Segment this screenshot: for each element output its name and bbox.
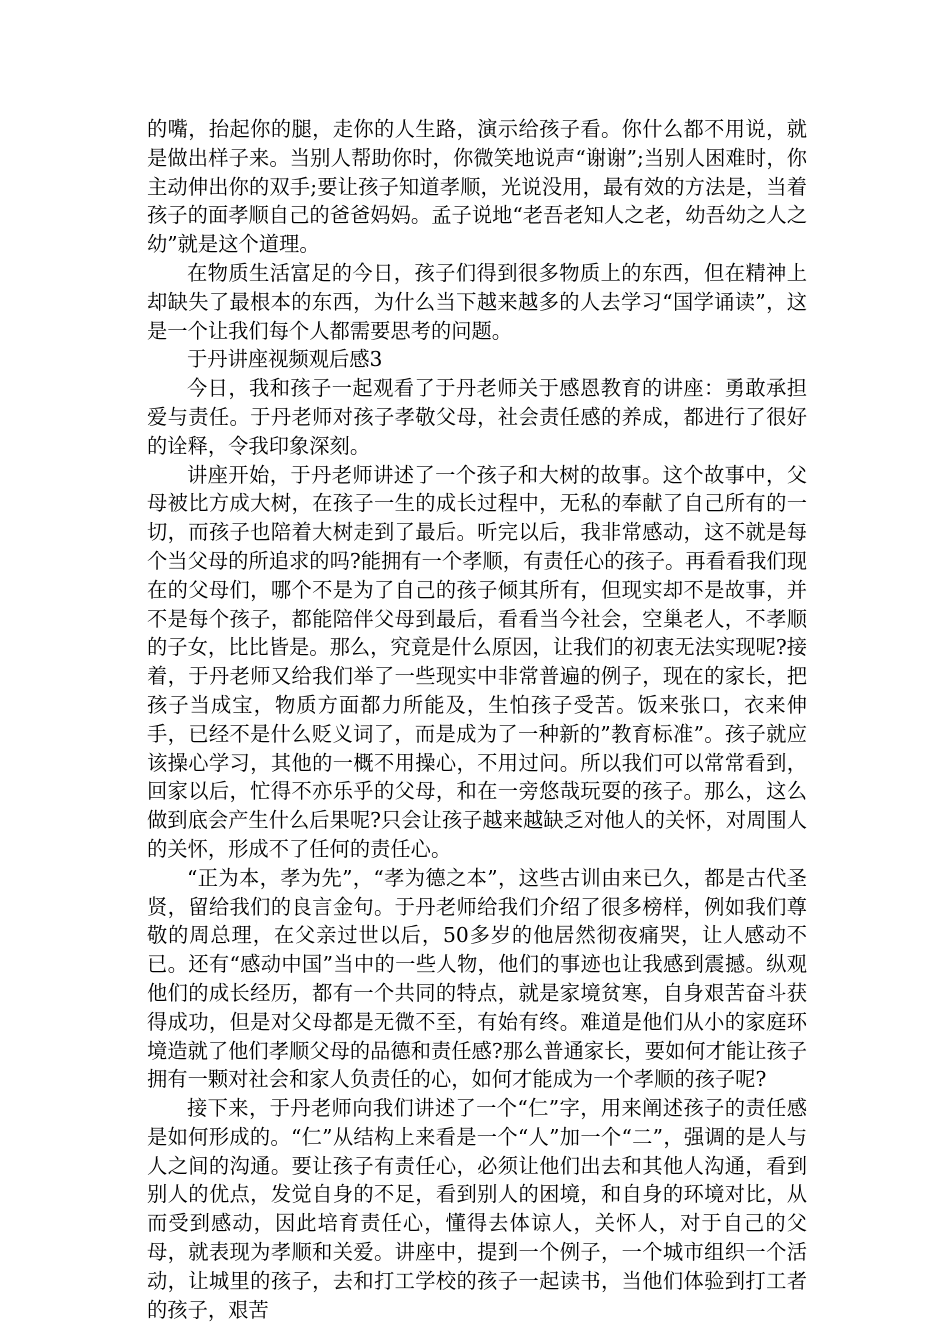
paragraph-3: 今日，我和孩子一起观看了于丹老师关于感恩教育的讲座：勇敢承担爱与责任。于丹老师对孩子孝敬父母，社会责任感的养成，都进行了很好的诠释，令我印象深刻。 <box>147 376 807 458</box>
paragraph-2: 在物质生活富足的今日，孩子们得到很多物质上的东西，但在精神上却缺失了最根本的东西，为什么当下越来越多的人去学习“国学诵读”，这是一个让我们每个人都需要思考的问题。 <box>147 260 807 343</box>
paragraph-4: 讲座开始，于丹老师讲述了一个孩子和大树的故事。这个故事中，父母被比方成大树，在孩子一生的成长过程中，无私的奉献了自己所有的一切，而孩子也陪着大树走到了最后。听完以后，我非常感动，这不就是每个当父母的所追求的吗?能拥有一个孝顺，有责任心的孩子。再看看我们现在的父母们，哪个不是为了自己的孩子倾其所有，但现实却不是故事，并不是每个孩子，都能陪伴父母到最后，看看当今社会，空巢老人，不孝顺的子女，比比皆是。那么，究竟是什么原因，让我们的初衷无法实现呢?接着，于丹老师又给我们举了一些现实中非常普遍的例子，现在的家长，把孩子当成宝，物质方面都力所能及，生怕孩子受苦。饭来张口，衣来伸手，已经不是什么贬义词了，而是成为了一种新的”教育标准”。孩子就应该操心学习，其他的一概不用操心，不用过问。所以我们可以常常看到，回家以后，忙得不亦乐乎的父母，和在一旁悠哉玩耍的孩子。那么，这么做到底会产生什么后果呢?只会让孩子越来越缺乏对他人的关怀，对周围人的关怀，形成不了任何的责任心。 <box>147 462 807 861</box>
section-heading: 于丹讲座视频观后感3 <box>187 347 383 372</box>
paragraph-5: “正为本，孝为先”，“孝为德之本”，这些古训由来已久，都是古代圣贤，留给我们的良言金句。于丹老师给我们介绍了很多榜样，例如我们尊敬的周总理，在父亲过世以后，50多岁的他居然彻夜痛哭，让人感动不已。还有“感动中国”当中的一些人物，他们的事迹也让我感到震撼。纵观他们的成长经历，都有一个共同的特点，就是家境贫寒，自身艰苦奋斗获得成功，但是对父母都是无微不至，有始有终。难道是他们从小的家庭环境造就了他们孝顺父母的品德和责任感?那么普通家长，要如何才能让孩子拥有一颗对社会和家人负责任的心，如何才能成为一个孝顺的孩子呢? <box>147 865 807 1092</box>
document-page <box>147 115 807 1324</box>
paragraph-6: 接下来，于丹老师向我们讲述了一个“仁”字，用来阐述孩子的责任感是如何形成的。“仁”从结构上来看是一个“人”加一个“二”，强调的是人与人之间的沟通。要让孩子有责任心，必须让他们出去和其他人沟通，看到别人的优点，发觉自身的不足，看到别人的困境，和自身的环境对比，从而受到感动，因此培育责任心，懂得去体谅人，关怀人，对于自己的父母，就表现为孝顺和关爱。讲座中，提到一个例子，一个城市组织一个活动，让城里的孩子，去和打工学校的孩子一起读书，当他们体验到打工者的孩子，艰苦 <box>147 1096 807 1322</box>
paragraph-1: 的嘴，抬起你的腿，走你的人生路，演示给孩子看。你什么都不用说，就是做出样子来。当别人帮助你时，你微笑地说声“谢谢”;当别人困难时，你主动伸出你的双手;要让孩子知道孝顺，光说没用，最有效的方法是，当着孩子的面孝顺自己的爸爸妈妈。孟子说地“老吾老知人之老，幼吾幼之人之幼”就是这个道理。 <box>147 117 807 257</box>
